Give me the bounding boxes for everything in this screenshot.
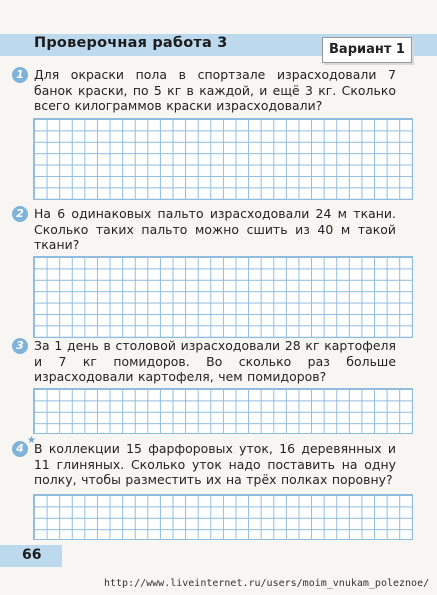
- star-icon: ★: [27, 435, 36, 446]
- task-number-badge: 1: [12, 67, 28, 83]
- task-text: В коллекции 15 фарфоровых уток, 16 деревянных и 11 глиняных. Сколько уток надо поставить на одну полку, чтобы разместить их на трёх полках поровну?: [34, 441, 396, 488]
- task-text: На 6 одинаковых пальто израсходовали 24 м ткани. Сколько таких пальто можно сшить из 40 м такой ткани?: [34, 206, 396, 253]
- task-text: За 1 день в столовой израсходовали 28 кг картофеля и 7 кг помидоров. Во сколько раз больше израсходовали картофеля, чем помидоров?: [34, 338, 396, 385]
- task-text: Для окраски пола в спортзале израсходовали 7 банок краски, по 5 кг в каждой, и ещё 3 кг. Сколько всего килограммов краски израсходовали?: [34, 67, 396, 114]
- task-3: [16, 338, 396, 385]
- page-number: 66: [22, 547, 42, 563]
- task-2: [16, 206, 396, 253]
- watermark-url: http://www.liveinternet.ru/users/moim_vnukam_poleznoe/: [104, 578, 430, 589]
- task-1: [16, 67, 396, 114]
- task-number-badge: 4: [12, 441, 28, 457]
- task-number-badge: 3: [12, 338, 28, 354]
- answer-grid-1[interactable]: [33, 118, 413, 200]
- answer-grid-4[interactable]: [33, 494, 413, 540]
- page-title: Проверочная работа 3: [34, 35, 228, 51]
- answer-grid-3[interactable]: [33, 388, 413, 434]
- answer-grid-2[interactable]: [33, 256, 413, 338]
- task-4: [16, 435, 396, 488]
- variant-label: Вариант 1: [322, 37, 412, 63]
- task-number-badge: 2: [12, 206, 28, 222]
